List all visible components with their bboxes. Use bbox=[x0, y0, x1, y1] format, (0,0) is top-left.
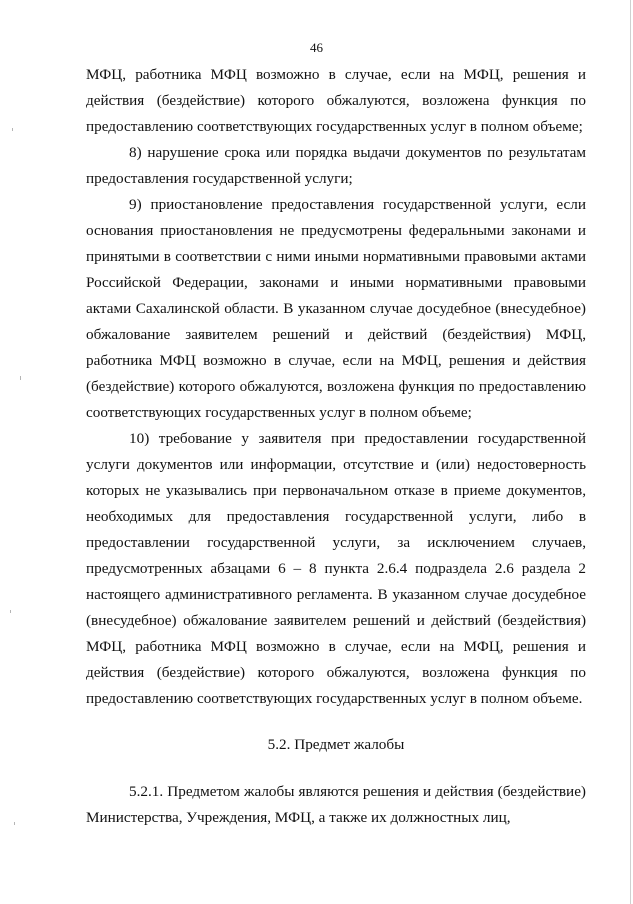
paragraph-item-8: 8) нарушение срока или порядка выдачи документов по результатам предоставления государственной услуги; bbox=[86, 144, 586, 187]
paragraph-item-10: 10) требование у заявителя при предоставлении государственной услуги документов или информации, отсутствие и (или) недостоверность которых не указывались при первоначальном отказе в приеме документов, необходимых для предоставления государственной услуги, либо в предоставлении государственной услуги, за исключением случаев, предусмотренных абзацами 6 – 8 пункта 2.6.4 подраздела 2.6 раздела 2 настоящего административного регламента. В указанном случае досудебное (внесудебное) обжалование заявителем решений и действий (бездействия) МФЦ, работника МФЦ возможно в случае, если на МФЦ, решения и действия (бездействие) которого обжалуются, возложена функция по предоставлению соответствующих государственных услуг в полном объеме. bbox=[86, 430, 586, 707]
document-body bbox=[86, 62, 586, 831]
page-number: 46 bbox=[310, 40, 323, 55]
scan-speck bbox=[14, 822, 15, 825]
scan-edge bbox=[630, 0, 631, 904]
scan-speck bbox=[10, 610, 11, 613]
paragraph-item-9: 9) приостановление предоставления государственной услуги, если основания приостановления не предусмотрены федеральными законами и принятыми в соответствии с ними иными нормативными правовыми актами Российской Федерации, законами и иными нормативными правовыми актами Сахалинской области. В указанном случае досудебное (внесудебное) обжалование заявителем решений и действий (бездействия) МФЦ, работника МФЦ возможно в случае, если на МФЦ, решения и действия (бездействие) которого обжалуются, возложена функция по предоставлению соответствующих государственных услуг в полном объеме; bbox=[86, 196, 586, 421]
paragraph-5-2-1: 5.2.1. Предметом жалобы являются решения и действия (бездействие) Министерства, Учреждения, МФЦ, а также их должностных лиц, bbox=[86, 783, 586, 826]
scan-speck bbox=[12, 128, 13, 131]
section-heading: 5.2. Предмет жалобы bbox=[267, 736, 405, 753]
paragraph-continuation: МФЦ, работника МФЦ возможно в случае, если на МФЦ, решения и действия (бездействие) которого обжалуются, возложена функция по предоставлению соответствующих государственных услуг в полном объеме; bbox=[86, 66, 586, 135]
scan-speck bbox=[20, 376, 21, 380]
